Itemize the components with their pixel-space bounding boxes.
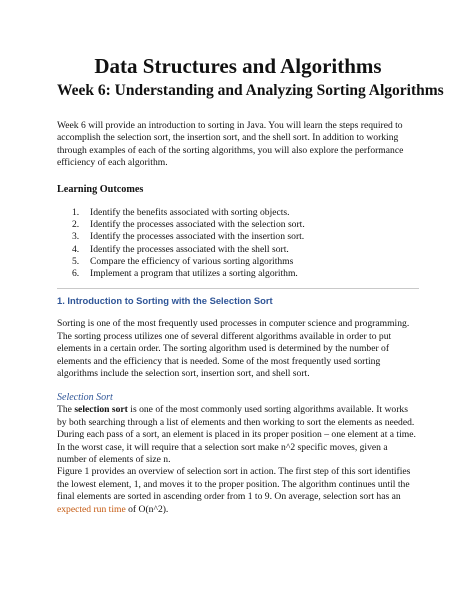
list-item	[72, 268, 419, 280]
list-number: 6.	[72, 268, 80, 280]
list-number: 4.	[72, 243, 80, 255]
list-item	[72, 244, 419, 256]
page-title: Data Structures and Algorithms	[94, 54, 382, 78]
text-run: Figure 1 provides an overview of selection sort in action. The first step of this sort identifies the lowest element, 1, and moves it to the proper position. The algorithm continues until the final elements are sorted in ascending order from 1 to 9. On average, selection sort has an	[57, 466, 411, 503]
list-item	[72, 207, 419, 219]
text-run: is one of the most commonly used sorting algorithms available. It works by both searching through a list of elements and then working to sort the elements as needed.	[57, 404, 415, 428]
list-number: 3.	[72, 231, 80, 243]
learning-outcomes-list	[57, 207, 419, 281]
selection-sort-paragraph-1	[57, 404, 419, 429]
intro-paragraph: Week 6 will provide an introduction to sorting in Java. You will learn the steps required to accomplish the selection sort, the insertion sort, and the shell sort. In addition to working through examples of each of the sorting algorithms, you will also explore the performance efficiency of each algorithm.	[57, 120, 404, 169]
list-number: 1.	[72, 206, 80, 218]
list-item-text: Identify the benefits associated with sorting objects.	[90, 206, 290, 218]
list-item-text: Identify the processes associated with the selection sort.	[90, 218, 305, 230]
selection-sort-heading: Selection Sort	[57, 392, 113, 404]
page-subtitle: Week 6: Understanding and Analyzing Sorting Algorithms	[57, 82, 444, 99]
document-body	[57, 54, 444, 516]
text-run: of O(n^2).	[125, 503, 169, 515]
list-item-text: Implement a program that utilizes a sorting algorithm.	[90, 268, 298, 280]
list-item	[72, 231, 419, 243]
selection-sort-paragraph-3	[57, 466, 419, 516]
section-divider	[57, 288, 419, 289]
text-run: The	[57, 404, 75, 416]
list-number: 5.	[72, 255, 80, 267]
learning-outcomes-heading: Learning Outcomes	[57, 183, 144, 195]
list-number: 2.	[72, 218, 80, 230]
sorting-paragraph: Sorting is one of the most frequently used processes in computer science and programming. The sorting process utilizes one of several different algorithms available in order to put elements in a certain order. The sorting algorithm used is determined by the number of elements and the efficiency that is needed. Some of the most frequently used sorting algorithms include the selection sort, insertion sort, and shell sort.	[57, 318, 410, 380]
list-item-text: Identify the processes associated with the insertion sort.	[90, 231, 305, 243]
list-item-text: Identify the processes associated with the shell sort.	[90, 243, 289, 255]
term-selection-sort: selection sort	[74, 404, 128, 416]
selection-sort-paragraph-2: During each pass of a sort, an element is placed in its proper position – one element at a time. In the worst case, it will require that a selection sort make n^2 specific moves, given a number of elements of size n.	[57, 429, 416, 466]
expected-run-time-link[interactable]: expected run time	[57, 503, 126, 515]
list-item	[72, 256, 419, 268]
list-item	[72, 219, 419, 231]
section-heading-intro-to-sorting: 1. Introduction to Sorting with the Selection Sort	[57, 295, 273, 307]
list-item-text: Compare the efficiency of various sorting algorithms	[90, 255, 294, 267]
